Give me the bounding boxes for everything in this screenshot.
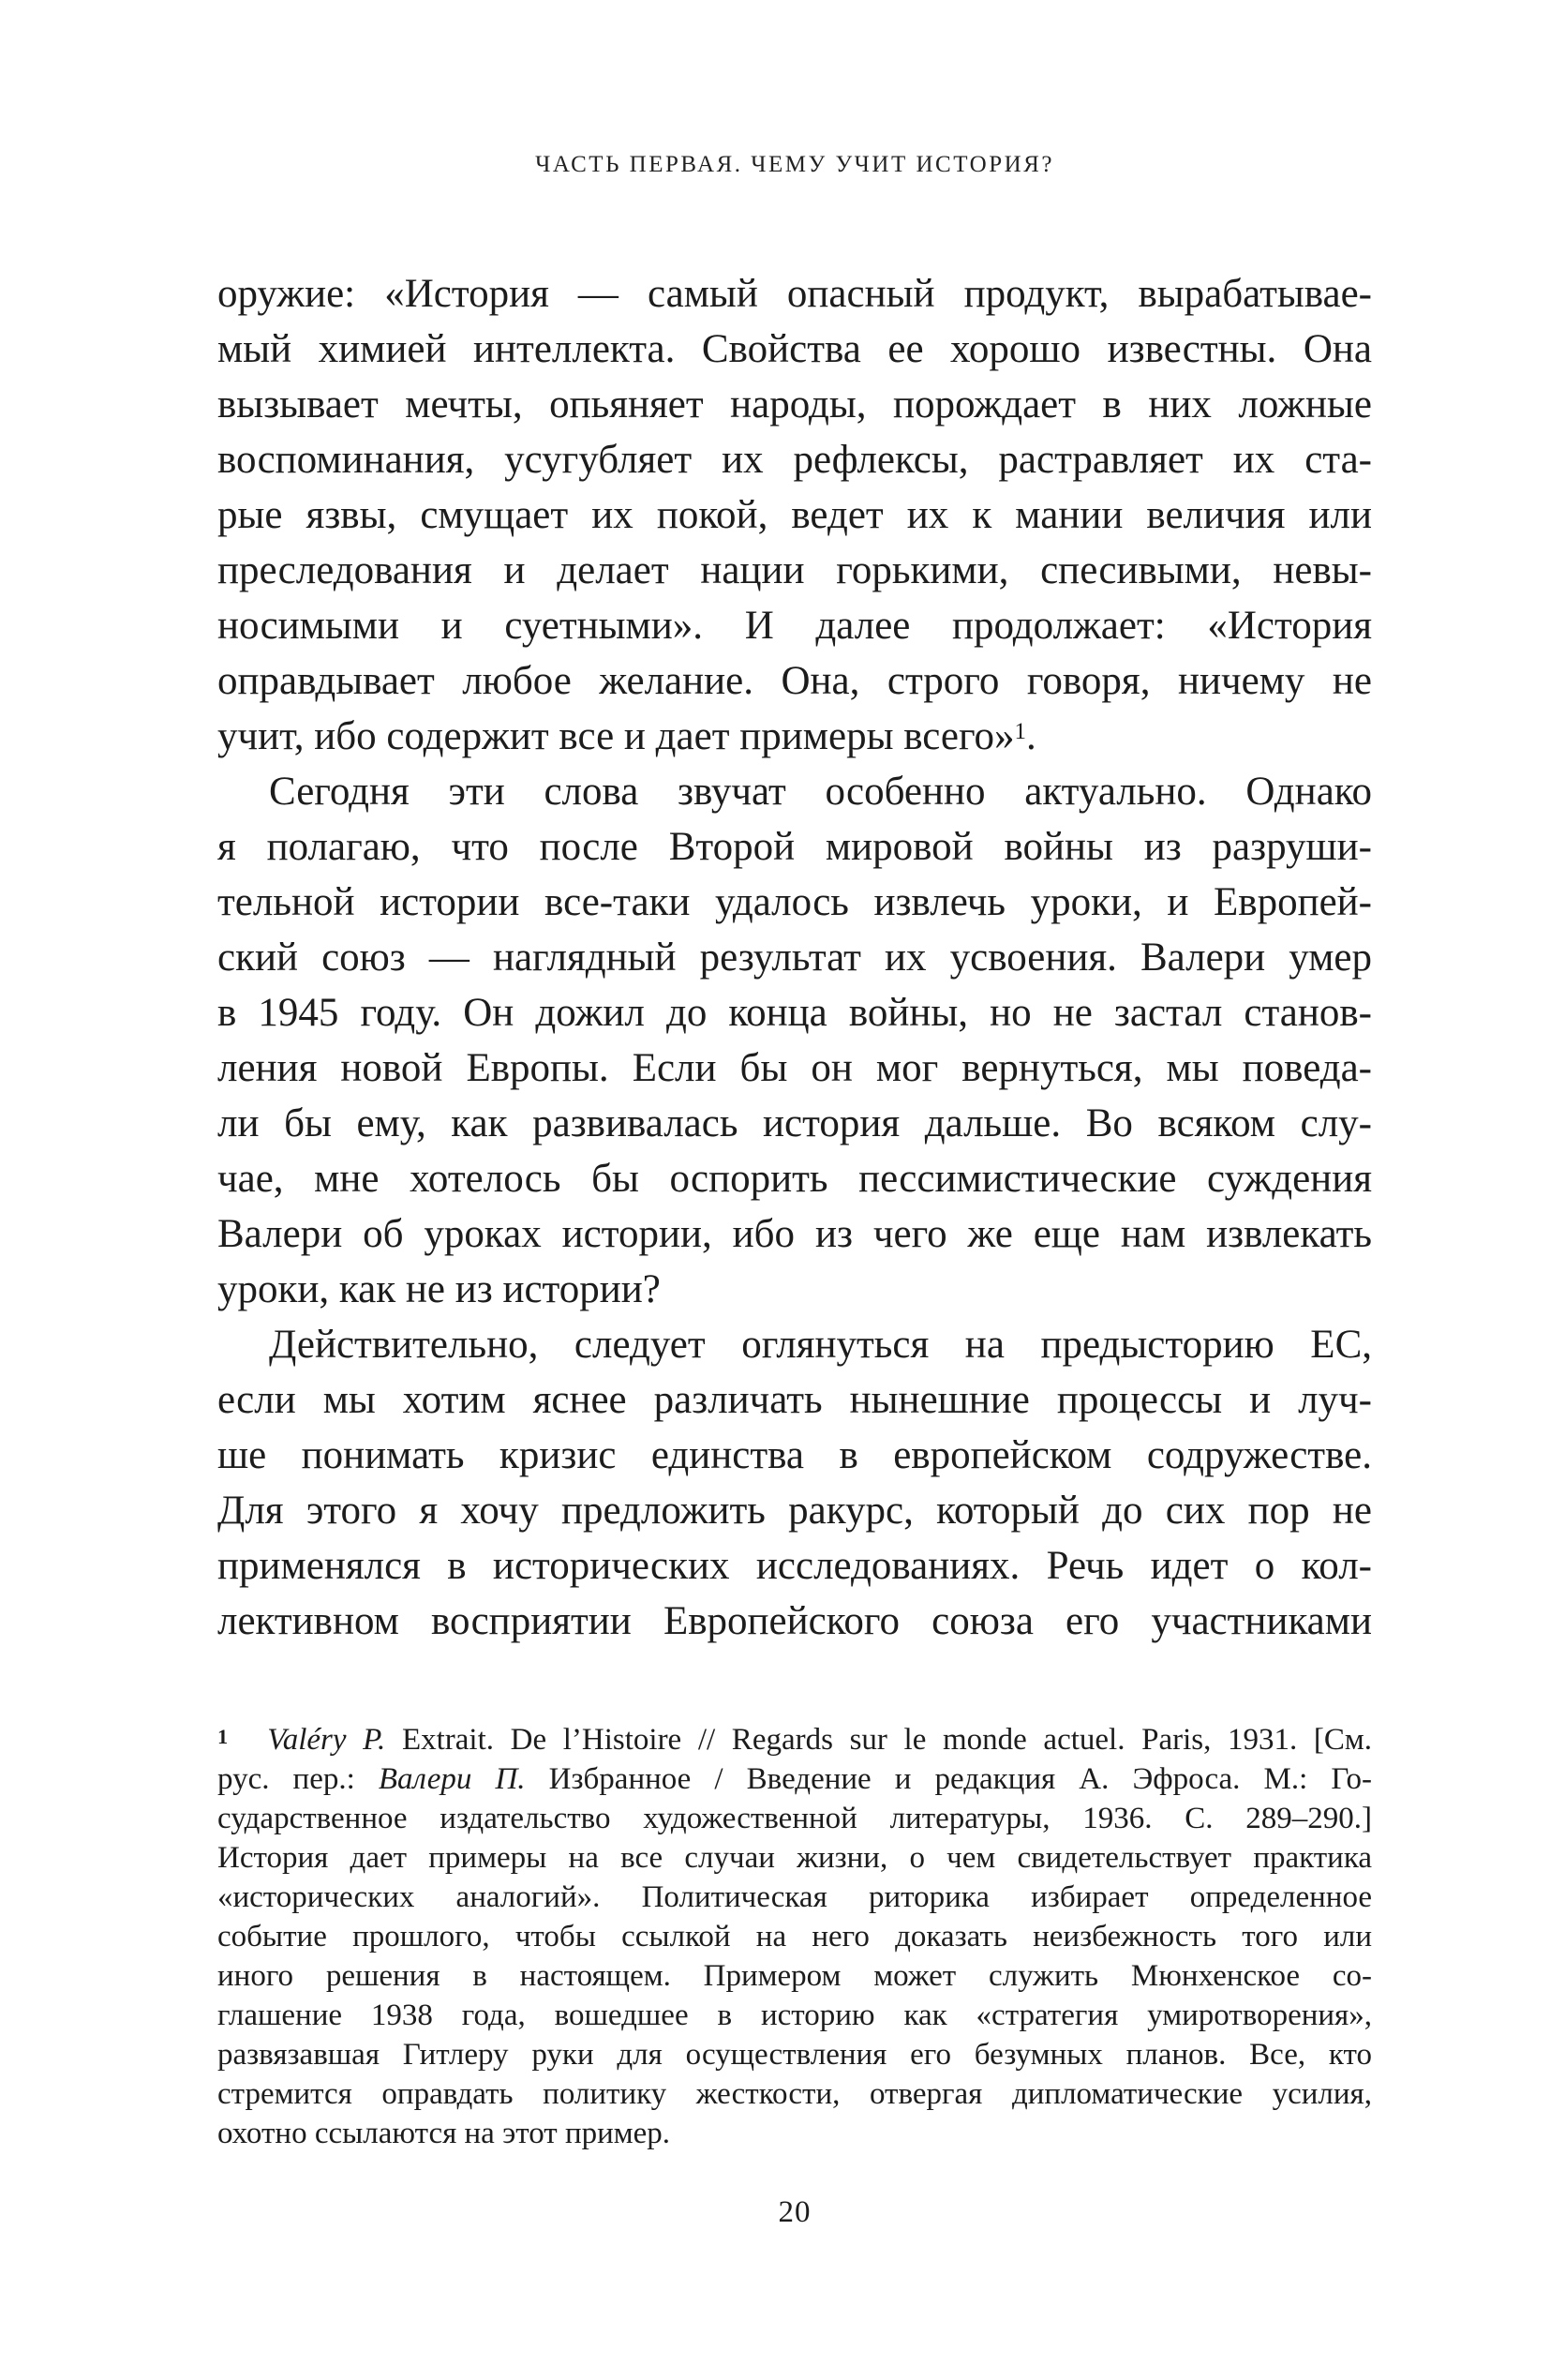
text-line xyxy=(217,1917,1372,1956)
text-segment: вызывает мечты, опьяняет народы, порождает в них ложные xyxy=(217,382,1372,427)
text-segment: преследования и делает нации горькими, спесивыми, невы- xyxy=(217,548,1372,592)
text-line xyxy=(217,543,1372,598)
text-segment: воспоминания, усугубляет их рефлексы, растравляет их ста- xyxy=(217,438,1372,482)
text-line xyxy=(217,1956,1372,1996)
text-line xyxy=(217,1838,1372,1878)
text-line xyxy=(217,1594,1372,1649)
text-line xyxy=(217,2035,1372,2074)
text-segment: мый химией интеллекта. Свойства ее хорошо известны. Она xyxy=(217,327,1372,371)
text-line xyxy=(217,875,1372,930)
text-segment: ше понимать кризис единства в европейском содружестве. xyxy=(217,1433,1372,1477)
text-segment: стремится оправдать политику жесткости, отвергая дипломатические усилия, xyxy=(217,2077,1372,2111)
text-segment: рус. пер.: xyxy=(217,1762,379,1796)
text-line xyxy=(217,1262,1372,1317)
text-line xyxy=(217,1096,1372,1151)
text-segment: в 1945 году. Он дожил до конца войны, но не застал станов- xyxy=(217,991,1372,1035)
text-segment: Валери П. xyxy=(378,1762,526,1796)
text-line xyxy=(217,1720,1372,1759)
text-segment: иного решения в настоящем. Примером может служить Мюнхенское со- xyxy=(217,1959,1372,1993)
text-segment: Для этого я хочу предложить ракурс, который до сих пор не xyxy=(217,1489,1372,1533)
text-segment: тельной истории все-таки удалось извлечь уроки, и Европей- xyxy=(217,880,1372,924)
text-line xyxy=(217,1759,1372,1799)
text-segment: развязавшая Гитлеру руки для осуществления его безумных планов. Все, кто xyxy=(217,2038,1372,2072)
text-line xyxy=(217,985,1372,1040)
text-line xyxy=(217,432,1372,487)
text-line xyxy=(217,266,1372,322)
text-segment: сударственное издательство художественной литературы, 1936. С. 289–290.] xyxy=(217,1802,1372,1835)
text-segment: чае, мне хотелось бы оспорить пессимистические суждения xyxy=(217,1157,1372,1201)
text-segment: Сегодня эти слова звучат особенно актуально. Однако xyxy=(269,770,1372,814)
text-segment: лективном восприятии Европейского союза его участниками xyxy=(217,1599,1372,1643)
text-line xyxy=(217,1040,1372,1096)
text-line xyxy=(217,1538,1372,1594)
text-line xyxy=(217,930,1372,985)
text-segment: Валери об уроках истории, ибо из чего же еще нам извлекать xyxy=(217,1212,1372,1256)
text-segment: ский союз — наглядный результат их усвоения. Валери умер xyxy=(217,936,1372,980)
text-line xyxy=(217,1799,1372,1838)
text-line xyxy=(217,598,1372,653)
text-segment: если мы хотим яснее различать нынешние процессы и луч- xyxy=(217,1378,1372,1422)
text-line xyxy=(217,487,1372,543)
text-segment: уроки, как не из истории? xyxy=(217,1267,661,1311)
text-segment: . xyxy=(1026,714,1036,758)
text-line xyxy=(217,2114,1372,2153)
text-line xyxy=(217,1317,1372,1372)
text-segment: охотно ссылаются на этот пример. xyxy=(217,2117,671,2150)
text-segment: оружие: «История — самый опасный продукт, вырабатывае- xyxy=(217,272,1372,316)
text-segment: носимыми и суетными». И далее продолжает: «История xyxy=(217,604,1372,648)
footnote xyxy=(217,1720,1372,2153)
text-line xyxy=(217,1483,1372,1538)
text-line xyxy=(217,653,1372,709)
text-segment: Действительно, следует оглянуться на предысторию ЕС, xyxy=(269,1323,1372,1367)
text-line xyxy=(217,377,1372,432)
text-line xyxy=(217,764,1372,819)
text-segment: ли бы ему, как развивалась история дальше. Во всяком слу- xyxy=(217,1101,1372,1145)
text-segment: «исторических аналогий». Политическая риторика избирает определенное xyxy=(217,1880,1372,1914)
text-segment: учит, ибо содержит все и дает примеры всего» xyxy=(217,714,1015,758)
text-segment: Избранное / Введение и редакция А. Эфроса. М.: Го- xyxy=(525,1762,1372,1796)
page-number: 20 xyxy=(778,2195,812,2229)
text-segment: Extrait. De l’Histoire // Regards sur le monde actuel. Paris, 1931. [См. xyxy=(385,1723,1372,1757)
text-segment: рые язвы, смущает их покой, ведет их к мании величия или xyxy=(217,493,1372,537)
body-text xyxy=(217,266,1372,1649)
text-segment: я полагаю, что после Второй мировой войны из разруши- xyxy=(217,825,1372,869)
text-line xyxy=(217,1878,1372,1917)
footnote-marker: 1 xyxy=(217,1724,229,1748)
text-segment: Valéry P. xyxy=(267,1723,386,1757)
text-segment: История дает примеры на все случаи жизни, о чем свидетельствует практика xyxy=(217,1841,1372,1875)
footnote-reference: 1 xyxy=(1014,718,1026,744)
text-line xyxy=(217,1428,1372,1483)
text-line xyxy=(217,819,1372,875)
running-header: ЧАСТЬ ПЕРВАЯ. ЧЕМУ УЧИТ ИСТОРИЯ? xyxy=(535,152,1054,177)
text-segment: оправдывает любое желание. Она, строго говоря, ничему не xyxy=(217,659,1372,703)
text-segment: глашение 1938 года, вошедшее в историю как «стратегия умиротворения», xyxy=(217,1998,1372,2032)
text-line xyxy=(217,1206,1372,1262)
text-line xyxy=(217,1372,1372,1428)
text-segment: событие прошлого, чтобы ссылкой на него доказать неизбежность того или xyxy=(217,1920,1372,1953)
text-line xyxy=(217,1996,1372,2035)
text-line xyxy=(217,2074,1372,2114)
text-line xyxy=(217,322,1372,377)
text-line xyxy=(217,1151,1372,1206)
text-segment: ления новой Европы. Если бы он мог вернуться, мы поведа- xyxy=(217,1046,1372,1090)
text-segment: применялся в исторических исследованиях. Речь идет о кол- xyxy=(217,1544,1372,1588)
text-line xyxy=(217,709,1372,764)
